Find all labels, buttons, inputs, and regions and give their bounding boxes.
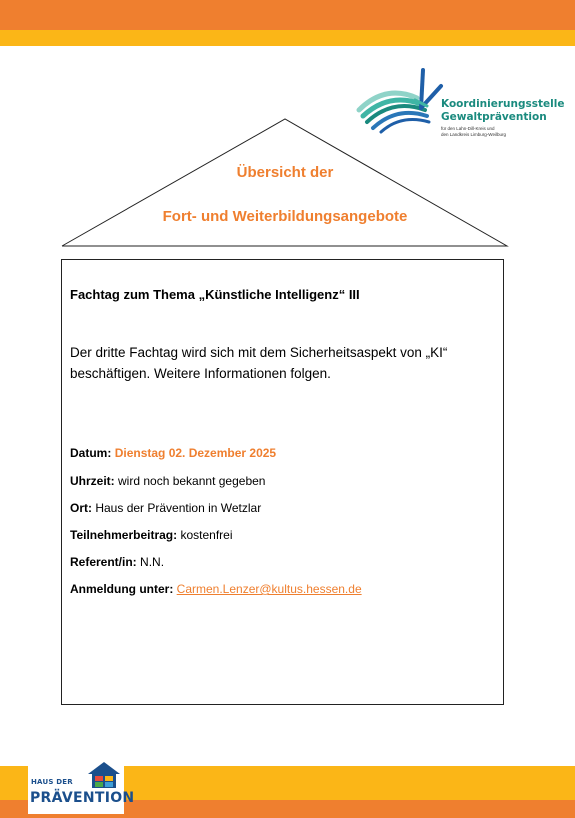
footer-logo-line2: PRÄVENTION — [30, 790, 135, 806]
speaker-value: N.N. — [140, 555, 165, 569]
registration-label: Anmeldung unter: — [70, 582, 174, 596]
date-label: Datum: — [70, 446, 112, 460]
date-value: Dienstag 02. Dezember 2025 — [114, 446, 277, 460]
event-description: Der dritte Fachtag wird sich mit dem Sicherheitsaspekt von „KI“ beschäftigen. Weitere Informationen folgen. — [70, 345, 448, 381]
haus-der-praevention-logo — [28, 758, 135, 814]
place-label: Ort: — [70, 501, 92, 515]
registration-row — [70, 582, 362, 596]
logo-subtitle-line1: für den Lahn-Dill-Kreis und — [441, 126, 495, 131]
time-row — [70, 474, 265, 488]
speaker-row — [70, 555, 164, 569]
house-puzzle-icon — [86, 760, 122, 790]
time-label: Uhrzeit: — [70, 474, 115, 488]
place-value: Haus der Prävention in Wetzlar — [95, 501, 262, 515]
place-row — [70, 501, 261, 515]
event-title: Fachtag zum Thema „Künstliche Intelligenz“ III — [70, 287, 360, 302]
footer-logo-line1: HAUS DER — [31, 778, 73, 786]
fee-value: kostenfrei — [180, 528, 233, 542]
logo-subtitle-line2: den Landkreis Limburg-Weilburg — [441, 131, 506, 137]
roof-title-line1: Übersicht der — [236, 164, 334, 181]
fee-row — [70, 528, 233, 542]
logo-name-line2: Gewaltprävention — [441, 111, 547, 123]
roof-title-line2: Fort- und Weiterbildungsangebote — [162, 208, 408, 225]
speaker-label: Referent/in: — [70, 555, 137, 569]
date-row — [70, 446, 276, 460]
registration-email-link[interactable]: Carmen.Lenzer@kultus.hessen.de — [176, 582, 362, 596]
logo-name-line1: Koordinierungsstelle — [441, 98, 565, 110]
event-box — [61, 259, 504, 705]
fee-label: Teilnehmerbeitrag: — [70, 528, 178, 542]
time-value: wird noch bekannt gegeben — [118, 474, 266, 488]
